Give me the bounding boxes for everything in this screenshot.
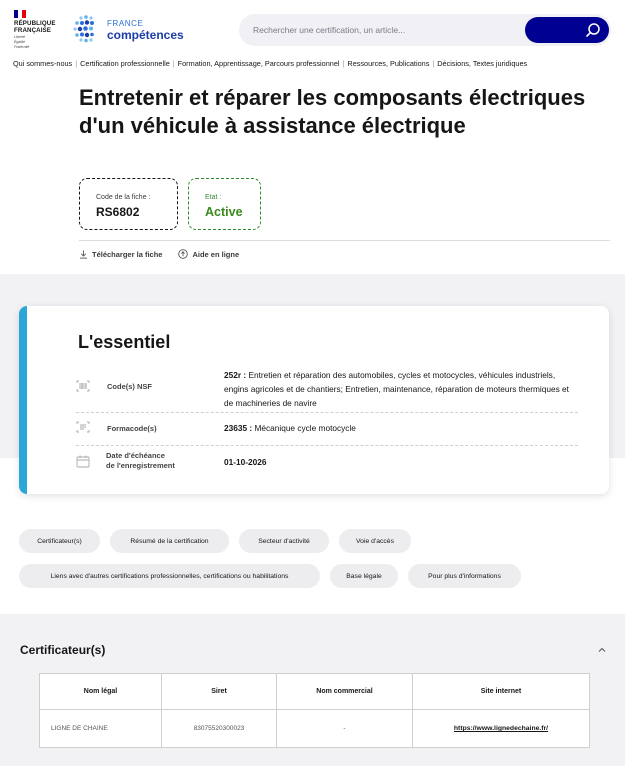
nsf-value <box>224 368 574 410</box>
certificateurs-title: Certificateur(s) <box>20 643 106 657</box>
certificateurs-table <box>39 673 590 748</box>
download-icon <box>79 250 88 259</box>
nav-separator: | <box>75 58 78 68</box>
republique-line1: RÉPUBLIQUE <box>14 20 56 27</box>
nsf-description: Entretien et réparation des automobiles, cycles et motocycles, véhicules industriels, engins agricoles et de chantiers; Entretien, maintenance, réparation de moteurs thermiques et de machineries de navire <box>224 370 569 408</box>
download-fiche-label: Télécharger la fiche <box>92 249 163 259</box>
nav-separator: | <box>342 58 345 68</box>
search-bar <box>239 14 611 46</box>
formacode-icon <box>76 421 90 433</box>
french-flag-icon <box>14 10 26 18</box>
cell-nom-commercial: - <box>277 710 413 748</box>
echeance-value <box>224 455 574 469</box>
col-nom-legal: Nom légal <box>40 674 162 710</box>
echeance-date: 01-10-2026 <box>224 457 267 467</box>
nav-item-formation[interactable]: Formation, Apprentissage, Parcours professionnel <box>177 58 340 68</box>
republique-line2: FRANÇAISE <box>14 27 51 34</box>
pill-resume[interactable]: Résumé de la certification <box>110 529 229 553</box>
divider <box>79 240 610 241</box>
nsf-code: 252r : <box>224 370 247 380</box>
nav-item-decisions[interactable]: Décisions, Textes juridiques <box>437 58 528 68</box>
cell-nom-legal: LIGNE DE CHAINE <box>40 710 162 748</box>
code-fiche-box <box>79 178 178 230</box>
formacode-description: Mécanique cycle motocycle <box>254 423 356 433</box>
help-label: Aide en ligne <box>192 249 240 259</box>
essentiel-title: L'essentiel <box>78 332 171 352</box>
republique-francaise-logo[interactable] <box>14 10 66 49</box>
code-fiche-value: RS6802 <box>96 205 140 219</box>
pill-plus-informations[interactable]: Pour plus d'informations <box>408 564 521 588</box>
motto-egalite: Égalité <box>14 40 25 44</box>
site-header <box>0 0 625 56</box>
nav-separator: | <box>432 58 435 68</box>
card-accent-bar <box>19 306 27 494</box>
table-row <box>40 710 590 748</box>
row-divider <box>76 412 578 413</box>
nav-separator: | <box>172 58 175 68</box>
logo-text-france: FRANCE <box>107 19 144 28</box>
row-echeance <box>76 450 578 476</box>
echeance-label <box>106 451 175 471</box>
etat-value: Active <box>205 205 243 219</box>
search-icon <box>585 22 601 38</box>
help-icon <box>178 249 188 259</box>
formacode-label: Formacode(s) <box>107 424 157 433</box>
row-formacode <box>76 420 578 444</box>
pill-certificateurs[interactable]: Certificateur(s) <box>19 529 100 553</box>
essentiel-card <box>19 306 609 494</box>
etat-label: Etat : <box>205 194 222 201</box>
search-input[interactable] <box>253 14 523 46</box>
motto-liberte: Liberté <box>14 35 25 39</box>
pill-secteur[interactable]: Secteur d'activité <box>239 529 329 553</box>
nsf-label: Code(s) NSF <box>107 382 152 391</box>
pill-liens[interactable]: Liens avec d'autres certifications professionnelles, certifications ou habilitations <box>19 564 320 588</box>
search-button[interactable] <box>525 17 609 43</box>
pill-base-legale[interactable]: Base légale <box>330 564 398 588</box>
echeance-label-line2: de l'enregistrement <box>106 461 175 470</box>
fiche-actions <box>79 249 255 259</box>
motto-fraternite: Fraternité <box>14 45 30 49</box>
nav-item-ressources[interactable]: Ressources, Publications <box>347 58 430 68</box>
col-site-internet: Site internet <box>413 674 590 710</box>
formacode-value <box>224 421 574 435</box>
row-divider <box>76 445 578 446</box>
formacode-code: 23635 : <box>224 423 253 433</box>
code-fiche-label: Code de la fiche : <box>96 194 151 201</box>
site-internet-link[interactable]: https://www.lignedechaine.fr/ <box>453 725 549 732</box>
pill-voie-acces[interactable]: Voie d'accès <box>339 529 411 553</box>
row-nsf <box>76 368 578 412</box>
barcode-icon <box>76 380 90 392</box>
dots-logo-icon <box>72 14 102 44</box>
calendar-icon <box>76 455 90 468</box>
echeance-label-line1: Date d'échéance <box>106 451 165 460</box>
chevron-up-icon[interactable] <box>597 646 607 654</box>
col-siret: Siret <box>162 674 277 710</box>
table-header-row <box>40 674 590 710</box>
cell-siret: 83075520300023 <box>162 710 277 748</box>
main-navigation <box>0 56 625 70</box>
nav-item-qui-sommes-nous[interactable]: Qui sommes-nous <box>13 58 73 68</box>
cell-site-internet <box>413 710 590 748</box>
download-fiche-link[interactable] <box>79 250 162 259</box>
logo-text-competences: compétences <box>107 28 184 42</box>
etat-box <box>188 178 261 230</box>
page-title: Entretenir et réparer les composants électriques d'un véhicule à assistance électrique <box>79 85 586 138</box>
france-competences-logo[interactable] <box>72 13 192 47</box>
nav-item-certification[interactable]: Certification professionnelle <box>80 58 170 68</box>
help-link[interactable] <box>178 249 239 259</box>
col-nom-commercial: Nom commercial <box>277 674 413 710</box>
